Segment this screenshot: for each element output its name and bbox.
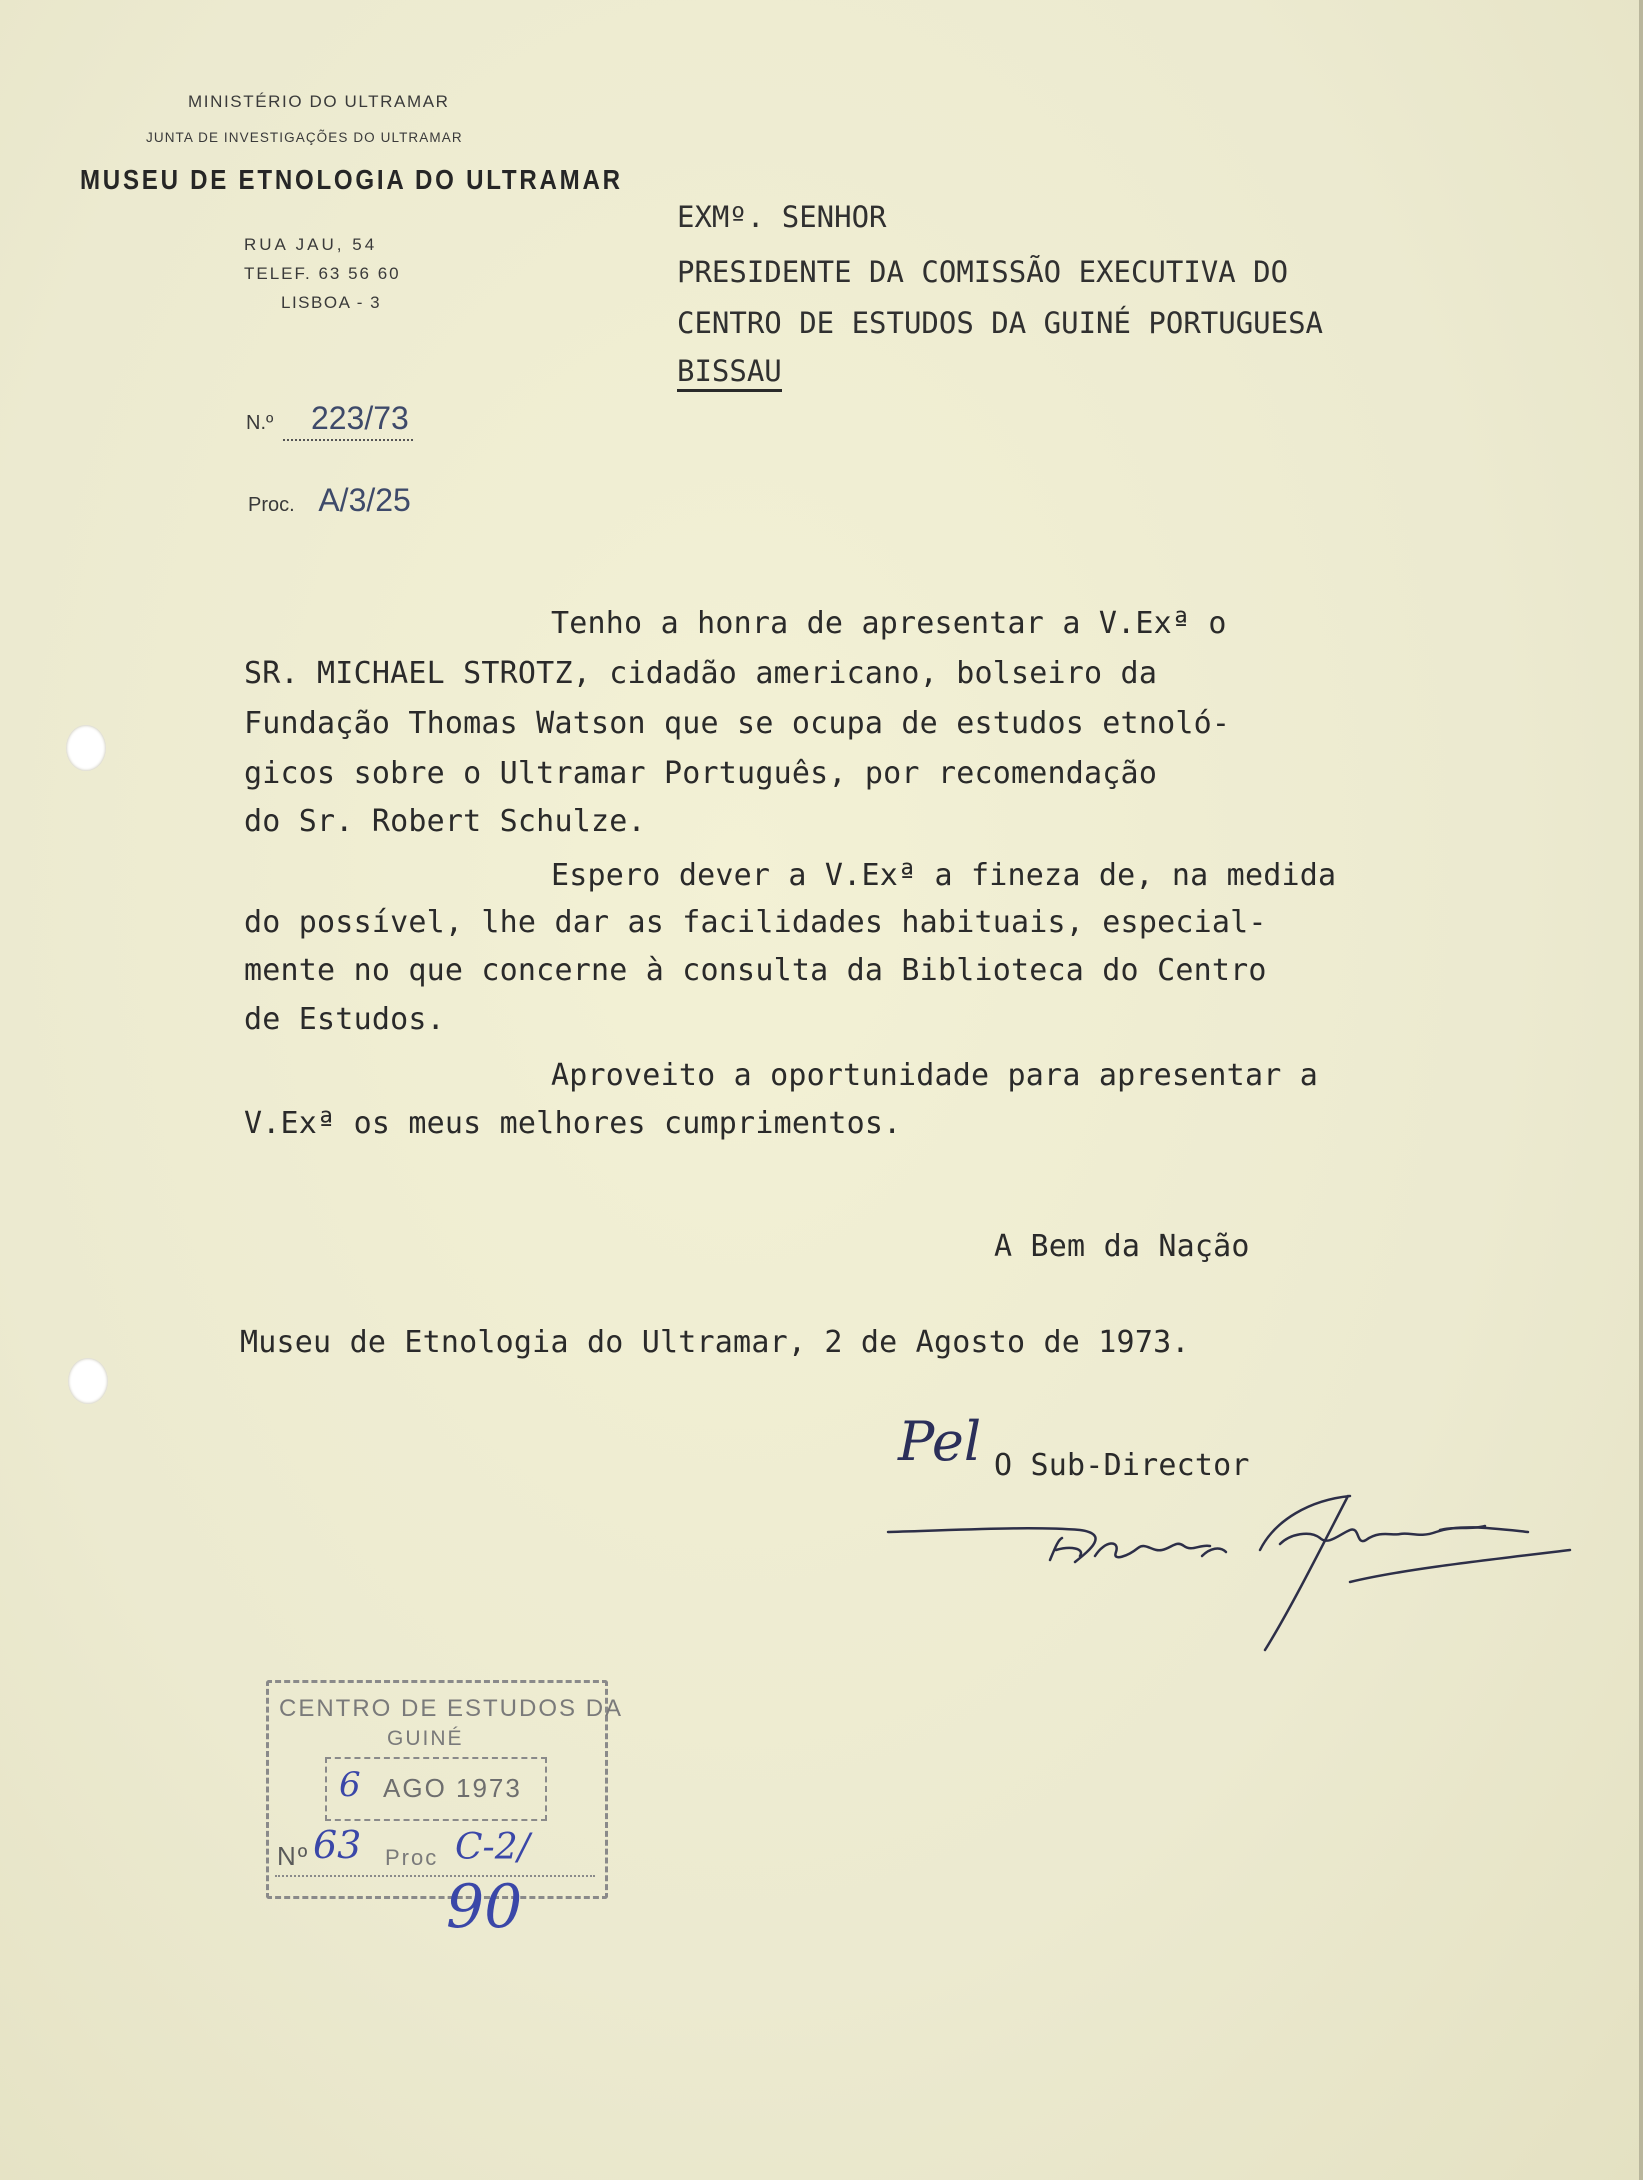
addressee-line-3: CENTRO DE ESTUDOS DA GUINÉ PORTUGUESA [677,306,1324,340]
reference-proc [248,482,413,523]
letterhead-junta: JUNTA DE INVESTIGAÇÕES DO ULTRAMAR [146,130,463,145]
stamp-no-value: 63 [313,1823,362,1867]
reference-proc-value: A/3/25 [318,482,411,518]
closing-salutation: A Bem da Nação [994,1229,1250,1264]
body-p1-line-5: do Sr. Robert Schulze. [244,804,646,839]
punch-hole-bottom [68,1358,108,1404]
body-p3-line-1: Aproveito a oportunidade para apresentar a [551,1058,1318,1093]
signature-pel: Pel [898,1410,982,1473]
letterhead-street: RUA JAU, 54 [244,235,378,254]
addressee-line-1: EXMº. SENHOR [677,200,887,234]
page-edge [1639,0,1643,2180]
letterhead-ministry: MINISTÉRIO DO ULTRAMAR [188,92,450,111]
handwritten-signature [880,1490,1580,1670]
stamp-proc-label: Proc [385,1845,439,1870]
body-p1-line-3: Fundação Thomas Watson que se ocupa de estudos etnoló- [244,706,1231,741]
body-p1-line-4: gicos sobre o Ultramar Português, por recomendação [244,756,1158,791]
reference-number-label: N.º [246,412,274,434]
stamp-no-line [275,1875,595,1877]
received-stamp [266,1680,624,1899]
letterhead-city: LISBOA - 3 [281,293,382,312]
reference-number [246,400,413,441]
letterhead-phone: TELEF. 63 56 60 [244,264,401,283]
body-p2-line-1: Espero dever a V.Exª a fineza de, na medida [551,858,1337,893]
addressee-line-4: BISSAU [677,354,782,392]
body-p2-line-3: mente no que concerne à consulta da Biblioteca do Centro [244,953,1267,988]
letterhead-museum: MUSEU DE ETNOLOGIA DO ULTRAMAR [80,164,623,195]
stamp-handwritten-extra: 90 [446,1872,523,1942]
reference-number-line [283,400,413,441]
reference-proc-line [304,482,413,523]
reference-proc-label: Proc. [248,494,295,516]
body-p1-line-2: SR. MICHAEL STROTZ, cidadão americano, bolseiro da [244,656,1158,691]
reference-number-value: 223/73 [310,400,409,436]
body-p2-line-4: de Estudos. [244,1002,445,1037]
stamp-proc-value: C-2/ [455,1827,530,1868]
stamp-line-2: GUINÉ [387,1727,464,1750]
addressee-line-2: PRESIDENTE DA COMISSÃO EXECUTIVA DO [677,255,1289,289]
body-p2-line-2: do possível, lhe dar as facilidades habituais, especial- [244,905,1267,940]
stamp-date-day: 6 [339,1765,361,1805]
stamp-no-label: Nº [277,1841,310,1871]
stamp-date-box [325,1757,547,1821]
body-p3-line-2: V.Exª os meus melhores cumprimentos. [244,1106,902,1141]
closing-signatory: O Sub-Director [994,1448,1250,1483]
closing-place-date: Museu de Etnologia do Ultramar, 2 de Agosto de 1973. [240,1325,1190,1360]
stamp-line-1: CENTRO DE ESTUDOS DA [279,1695,624,1722]
punch-hole-top [66,725,106,771]
body-p1-line-1: Tenho a honra de apresentar a V.Exª o [551,606,1227,641]
stamp-date-rest: AGO 1973 [383,1773,522,1803]
